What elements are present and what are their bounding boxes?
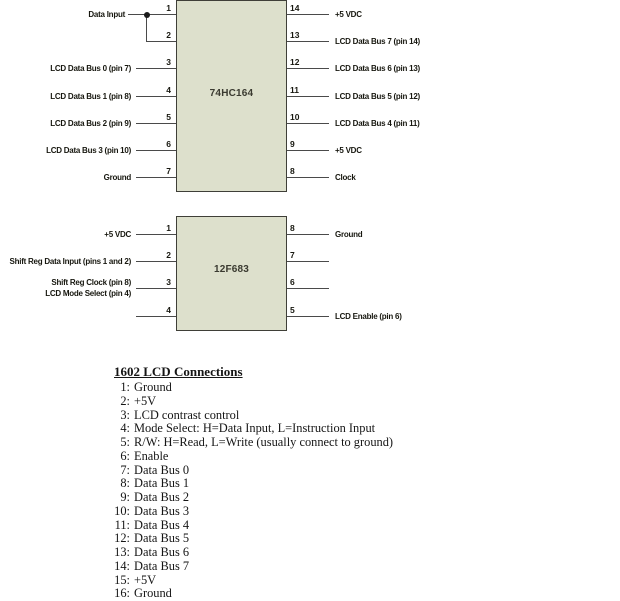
data-input-branch-wire [146, 14, 147, 42]
note-item-6 [104, 450, 393, 464]
ic1-pin-7-number: 7 [166, 166, 171, 176]
ic1-pin-4-wire [136, 96, 176, 97]
note-item-2 [104, 395, 393, 409]
note-item-text: Mode Select: H=Data Input, L=Instruction Input [134, 421, 376, 436]
ic1-pin-10-number: 10 [290, 112, 300, 122]
note-item-12 [104, 532, 393, 546]
ic2-pin-7-wire [287, 261, 329, 262]
note-item-text: +5V [134, 572, 157, 587]
ic2-pin-6-wire [287, 288, 329, 289]
ic2-pin-1-label: +5 VDC [104, 229, 131, 239]
note-item-number: 4: [120, 421, 130, 436]
note-item-11 [104, 519, 393, 533]
ic2-pin-8-wire [287, 234, 329, 235]
ic2-pin-7-number: 7 [290, 250, 295, 260]
note-item-number: 2: [120, 393, 130, 408]
ic1-pin-4-number: 4 [166, 85, 171, 95]
ic1-pin-13-label: LCD Data Bus 7 (pin 14) [335, 36, 420, 46]
note-item-text: LCD contrast control [134, 407, 240, 422]
ic2-pin-8-number: 8 [290, 223, 295, 233]
ic1-pin-2-number: 2 [166, 30, 171, 40]
note-item-text: Data Bus 1 [134, 476, 190, 491]
ic1-pin-9-label: +5 VDC [335, 145, 362, 155]
note-item-text: Data Bus 6 [134, 545, 190, 559]
ic2-pin-3-label-line2: LCD Mode Select (pin 4) [45, 288, 131, 298]
ic1-pin-8-label: Clock [335, 172, 356, 182]
ic1-pin-3-number: 3 [166, 57, 171, 67]
note-item-text: Data Bus 5 [134, 531, 190, 546]
note-item-14 [104, 560, 393, 574]
ic2-pin-1-number: 1 [166, 223, 171, 233]
ic1-pin-13-wire [287, 41, 329, 42]
note-item-number: 6: [120, 448, 130, 463]
ic1-pin-7-label: Ground [103, 172, 131, 182]
ic2-name: 12F683 [213, 264, 250, 275]
ic2-pin-5-wire [287, 316, 329, 317]
ic1-pin-1-number: 1 [166, 3, 171, 13]
note-item-number: 1: [120, 380, 130, 394]
note-item-5 [104, 436, 393, 450]
ic1-pin-13-number: 13 [290, 30, 300, 40]
ic1-pin-8-wire [287, 177, 329, 178]
notes-title: 1602 LCD Connections [114, 364, 243, 379]
ic1-pin-12-number: 12 [290, 57, 300, 67]
ic2-pin-2-wire [136, 261, 176, 262]
ic2-pin-6-number: 6 [290, 277, 295, 287]
note-item-text: Ground [134, 586, 172, 601]
ic1-pin-14-number: 14 [290, 3, 300, 13]
ic1-pin-9-wire [287, 150, 329, 151]
ic2-pin-5-label: LCD Enable (pin 6) [335, 311, 402, 321]
ic1-pin-14-wire [287, 14, 329, 15]
note-item-number: 9: [120, 490, 130, 504]
note-item-15 [104, 574, 393, 588]
ic2-pin-3-label: Shift Reg Clock (pin 8) LCD Mode Select (pin 4) [45, 277, 131, 298]
note-item-text: Enable [134, 448, 169, 463]
note-item-text: Ground [134, 380, 172, 394]
note-item-number: 7: [120, 462, 130, 477]
note-item-1 [104, 381, 393, 395]
ic1-pin-9-number: 9 [290, 139, 295, 149]
note-item-16 [104, 587, 393, 601]
ic1-pin-3-wire [136, 68, 176, 69]
note-item-number: 3: [120, 407, 130, 422]
ic1-pin-10-label: LCD Data Bus 4 (pin 11) [335, 118, 420, 128]
ic1-pin-10-wire [287, 123, 329, 124]
ic2-pin-3-number: 3 [166, 277, 171, 287]
note-item-4 [104, 422, 393, 436]
note-item-text: Data Bus 2 [134, 490, 190, 504]
ic1-pin-6-label: LCD Data Bus 3 (pin 10) [46, 145, 131, 155]
ic2-pin-2-number: 2 [166, 250, 171, 260]
ic1-pin-2-wire [146, 41, 176, 42]
junction-dot [144, 12, 150, 18]
note-item-text: Data Bus 7 [134, 558, 190, 573]
note-item-number: 13: [114, 545, 130, 559]
ic2-pin-4-number: 4 [166, 305, 171, 315]
ic1-pin-1-label: Data Input [88, 9, 125, 19]
ic2-pin-5-number: 5 [290, 305, 295, 315]
note-item-text: +5V [134, 393, 157, 408]
note-item-number: 5: [120, 435, 130, 449]
ic2-pin-4-wire [136, 316, 176, 317]
ic1-pin-6-number: 6 [166, 139, 171, 149]
note-item-number: 12: [114, 531, 130, 546]
note-item-10 [104, 505, 393, 519]
ic1-pin-3-label: LCD Data Bus 0 (pin 7) [50, 63, 131, 73]
note-item-number: 11: [114, 517, 130, 532]
note-item-number: 14: [114, 558, 130, 573]
note-item-number: 8: [120, 476, 130, 491]
ic2-pin-8-label: Ground [335, 229, 363, 239]
note-item-number: 15: [114, 572, 130, 587]
ic1-pin-6-wire [136, 150, 176, 151]
lcd-connections-list [104, 381, 393, 601]
ic1-pin-5-label: LCD Data Bus 2 (pin 9) [50, 118, 131, 128]
ic1-pin-12-wire [287, 68, 329, 69]
ic1-pin-1-wire [128, 14, 176, 15]
note-item-number: 10: [114, 503, 130, 518]
ic1-pin-5-wire [136, 123, 176, 124]
ic1-pin-4-label: LCD Data Bus 1 (pin 8) [50, 91, 131, 101]
ic1-pin-11-label: LCD Data Bus 5 (pin 12) [335, 91, 420, 101]
ic1-name: 74HC164 [209, 88, 254, 99]
note-item-text: Data Bus 3 [134, 503, 190, 518]
ic1-pin-14-label: +5 VDC [335, 9, 362, 19]
ic1-pin-8-number: 8 [290, 166, 295, 176]
note-item-7 [104, 464, 393, 478]
note-item-8 [104, 477, 393, 491]
ic2-pin-2-label: Shift Reg Data Input (pins 1 and 2) [9, 256, 131, 266]
note-item-text: Data Bus 0 [134, 462, 190, 477]
note-item-text: R/W: H=Read, L=Write (usually connect to ground) [134, 435, 394, 449]
ic1-pin-11-wire [287, 96, 329, 97]
ic1-pin-5-number: 5 [166, 112, 171, 122]
ic2-pin-1-wire [136, 234, 176, 235]
ic1-pin-7-wire [136, 177, 176, 178]
note-item-number: 16: [114, 586, 130, 601]
note-item-3 [104, 409, 393, 423]
note-item-9 [104, 491, 393, 505]
ic1-pin-11-number: 11 [290, 85, 299, 95]
ic2-pin-3-wire [136, 288, 176, 289]
ic1-pin-12-label: LCD Data Bus 6 (pin 13) [335, 63, 420, 73]
note-item-13 [104, 546, 393, 560]
note-item-text: Data Bus 4 [134, 517, 190, 532]
